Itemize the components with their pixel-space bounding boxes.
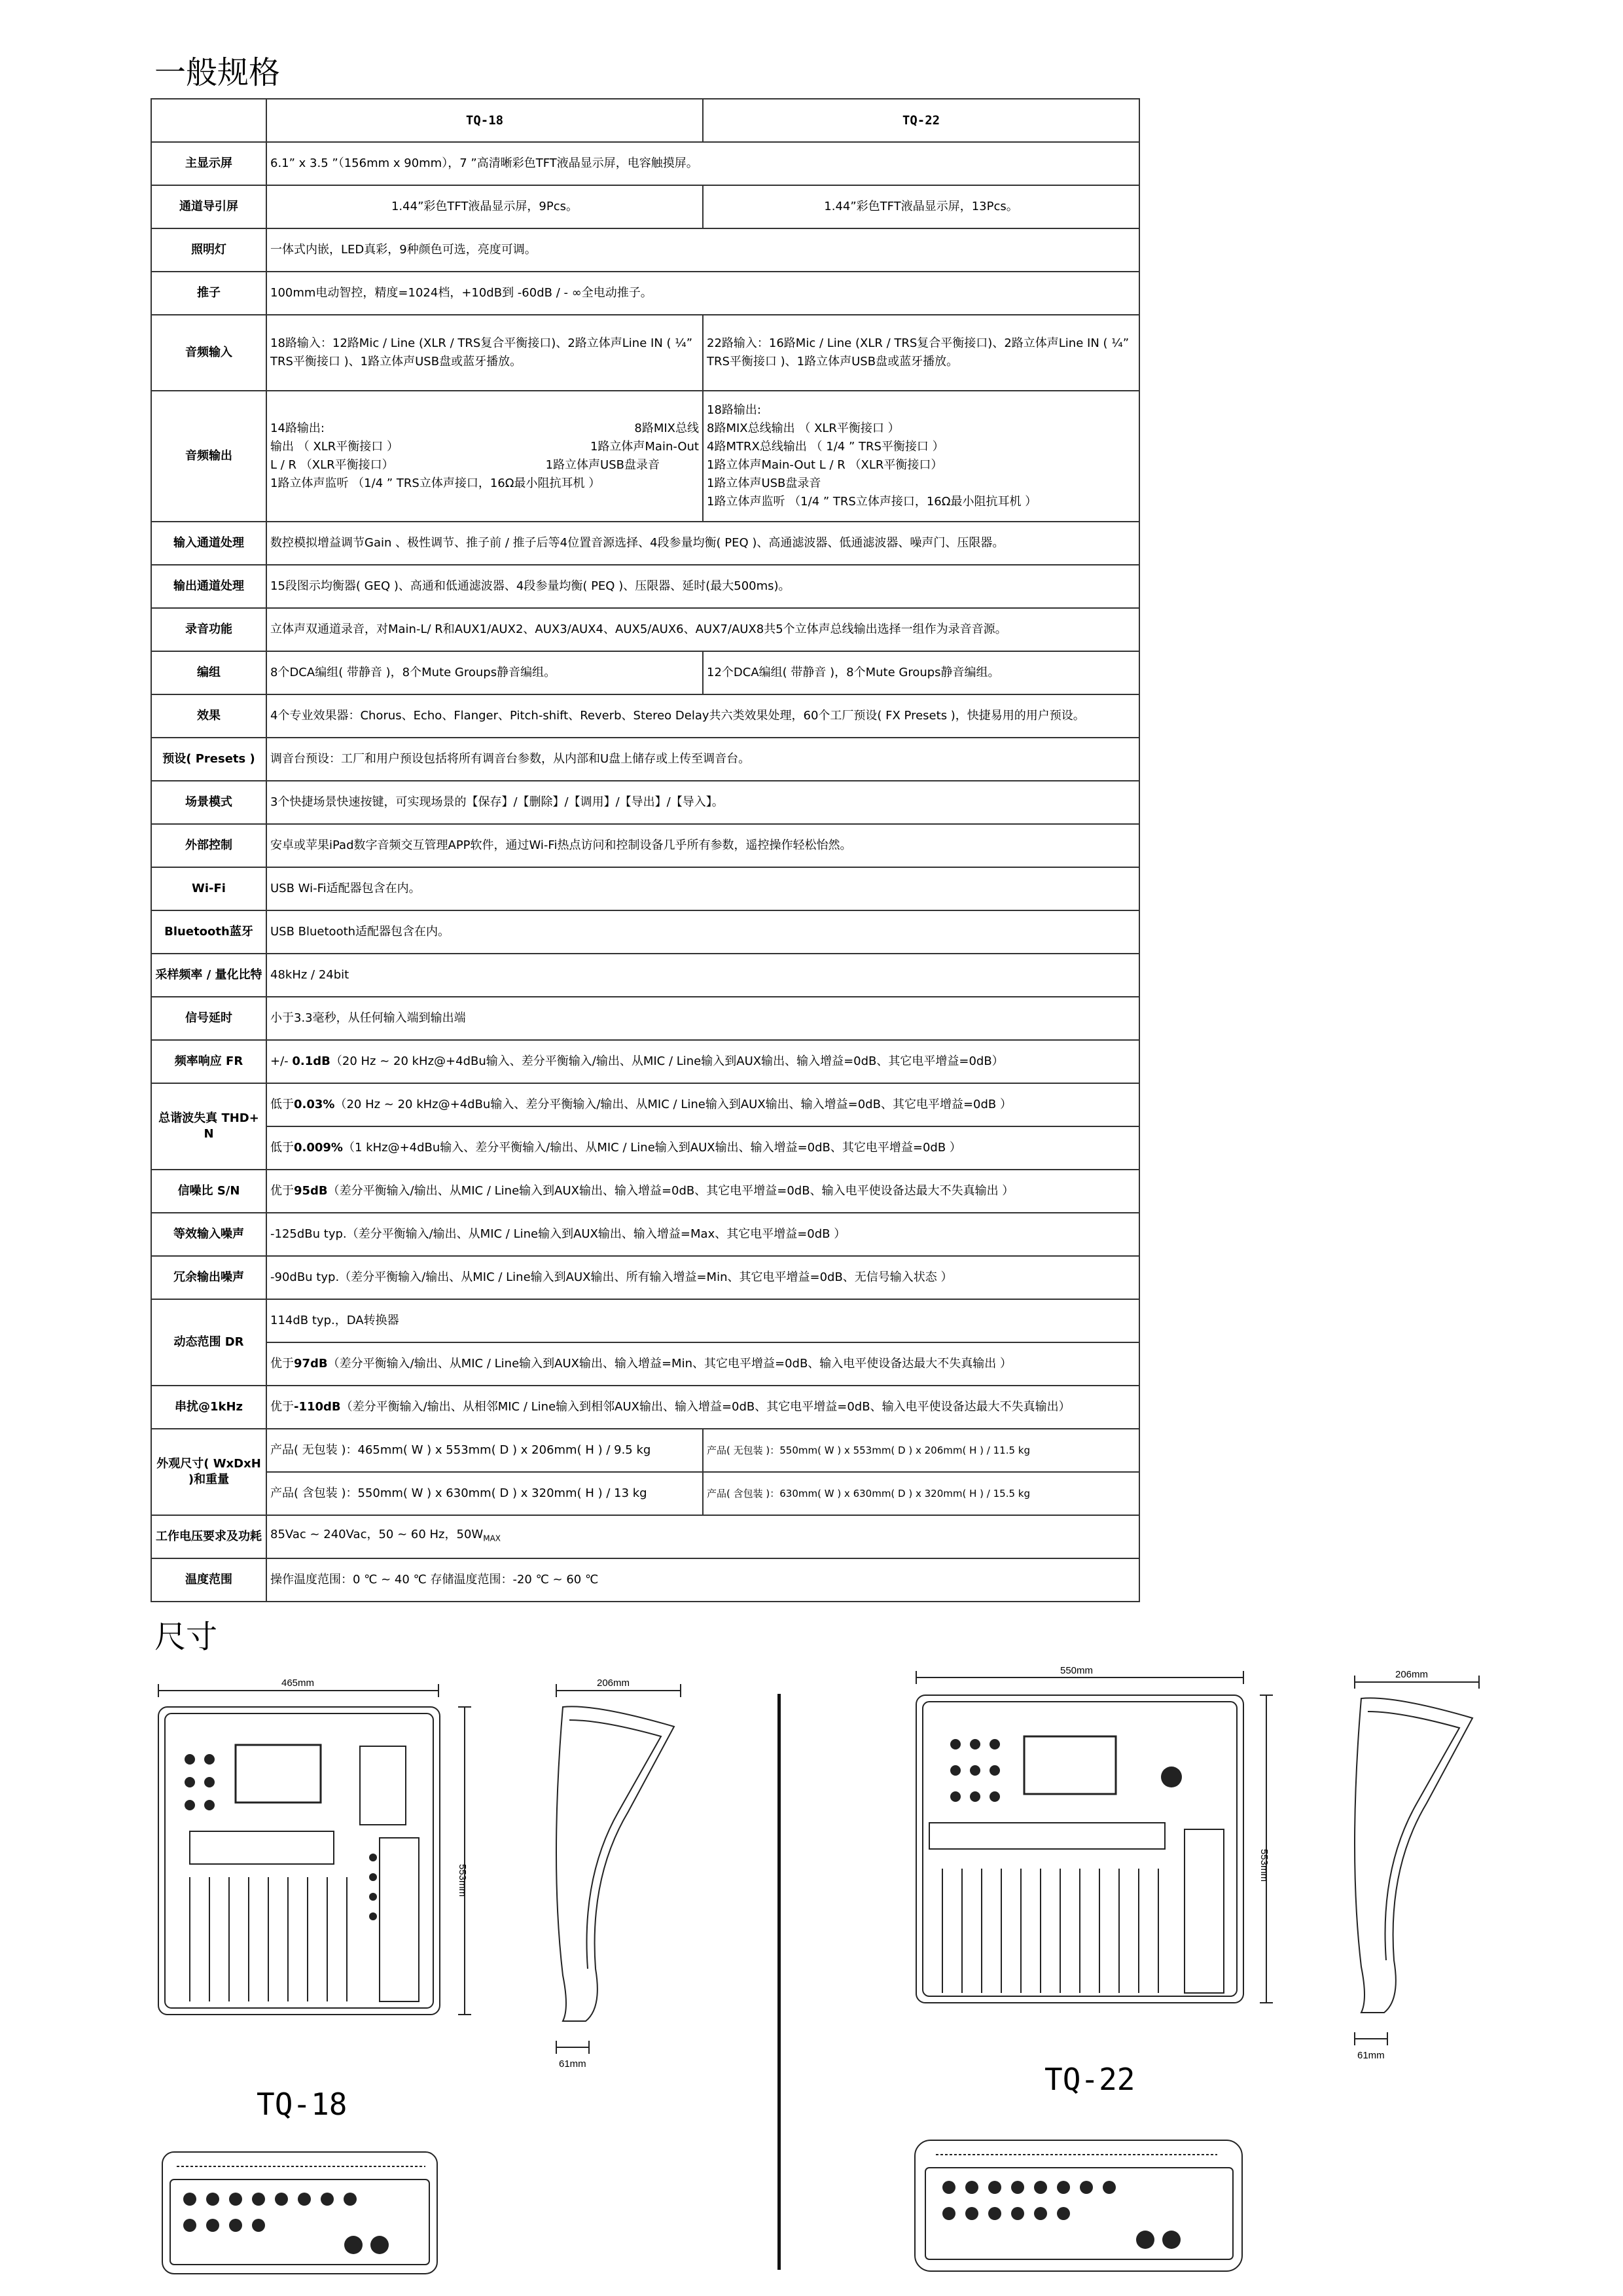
row-label: 场景模式: [151, 781, 266, 824]
table-row: [151, 781, 1139, 824]
value-text: （差分平衡输入/输出、从相邻MIC / Line输入到相邻AUX输出、输入增益=0dB、其它电平增益=0dB、输入电平使设备达最大不失真输出）: [340, 1400, 1071, 1414]
row-value-tq22: [703, 391, 1139, 522]
row-label: 音频输出: [151, 391, 266, 522]
out-line: [270, 456, 699, 475]
spec-section-title: 一般规格: [154, 54, 281, 91]
table-row: [151, 867, 1139, 910]
row-value: 数控模拟增益调节Gain 、极性调节、推子前 / 推子后等4位置音源选择、4段参量均衡( PEQ )、高通滤波器、低通滤波器、噪声门、压限器。: [266, 522, 1139, 565]
value-text: 优于: [270, 1400, 294, 1414]
value-text: 低于: [270, 1098, 294, 1111]
table-row: [151, 1083, 1139, 1126]
tq18-side-drawing: [550, 1668, 694, 2073]
row-value: 48kHz / 24bit: [266, 954, 1139, 997]
value-text: （差分平衡输入/输出、从MIC / Line输入到AUX输出、输入增益=Min、其它电平增益=0dB、输入电平使设备达最大不失真输出 ）: [327, 1357, 1012, 1371]
table-row: [151, 997, 1139, 1040]
value-bold: 97dB: [294, 1357, 328, 1371]
table-row: [151, 565, 1139, 608]
row-value: 3个快捷场景快速按键，可实现场景的【保存】/【删除】/【调用】/【导出】/【导入】。: [266, 781, 1139, 824]
out-text: 1路立体声Main-Out: [590, 440, 699, 454]
row-label: 采样频率 / 量化比特: [151, 954, 266, 997]
value-text: 优于: [270, 1184, 294, 1198]
row-value: -125dBu typ.（差分平衡输入/输出、从MIC / Line输入到AUX输出、输入增益=Max、其它电平增益=0dB ）: [266, 1213, 1139, 1256]
tq22-rear-drawing: [910, 2135, 1250, 2279]
row-label: 输入通道处理: [151, 522, 266, 565]
value-bold: 0.03%: [294, 1098, 335, 1111]
row-value: [266, 1386, 1139, 1429]
out-text: 8路MIX总线: [634, 422, 699, 435]
row-value: 一体式内嵌，LED真彩，9种颜色可选，亮度可调。: [266, 228, 1139, 272]
row-label: 主显示屏: [151, 142, 266, 185]
row-label: 等效输入噪声: [151, 1213, 266, 1256]
tq22-foot-label: 61mm: [1357, 2050, 1385, 2061]
table-row: [151, 738, 1139, 781]
out-text: 输出 （ XLR平衡接口 ）: [270, 440, 399, 454]
row-value: 4个专业效果器：Chorus、Echo、Flanger、Pitch-shift、Reverb、Stereo Delay共六类效果处理，60个工厂预设( FX Presets )，快捷易用的用户预设。: [266, 694, 1139, 738]
value-text: （差分平衡输入/输出、从MIC / Line输入到AUX输出、输入增益=0dB、其它电平增益=0dB、输入电平使设备达最大不失真输出 ）: [327, 1184, 1014, 1198]
out-line: 1路立体声监听 （1/4 ” TRS立体声接口，16Ω最小阻抗耳机 ）: [270, 476, 601, 490]
tq18-top-drawing: [151, 1668, 478, 2047]
table-row: [151, 954, 1139, 997]
tq22-caption: TQ-22: [1044, 2062, 1135, 2097]
row-value: 100mm电动智控，精度=1024档，+10dB到 -60dB / - ∞全电动推子。: [266, 272, 1139, 315]
tq18-width-label: 465mm: [281, 1677, 315, 1689]
row-value: 操作温度范围：0 ℃ ~ 40 ℃ 存储温度范围：-20 ℃ ~ 60 ℃: [266, 1558, 1139, 1602]
out-text: 14路输出:: [270, 422, 325, 435]
row-label: 频率响应 FR: [151, 1040, 266, 1083]
row-label: 信噪比 S/N: [151, 1170, 266, 1213]
tq18-rear-drawing: [157, 2147, 445, 2278]
row-value: [266, 1515, 1139, 1558]
row-value: 114dB typ.，DA转换器: [266, 1299, 1139, 1342]
value-text: （1 kHz@+4dBu输入、差分平衡输入/输出、从MIC / Line输入到AUX输出、输入增益=0dB、其它电平增益=0dB ）: [342, 1141, 961, 1155]
divider-line: [777, 1694, 781, 2270]
row-value: USB Bluetooth适配器包含在内。: [266, 910, 1139, 954]
table-row: [151, 1558, 1139, 1602]
row-value: -90dBu typ.（差分平衡输入/输出、从MIC / Line输入到AUX输出、所有输入增益=Min、其它电平增益=0dB、无信号输入状态 ）: [266, 1256, 1139, 1299]
row-value: [266, 1040, 1139, 1083]
table-row: [151, 185, 1139, 228]
tq22-side-drawing: [1348, 1659, 1492, 2065]
row-label: 串扰@1kHz: [151, 1386, 266, 1429]
tq22-depth-label: 553mm: [1258, 1849, 1270, 1882]
row-value-tq22: 产品( 无包装 )：550mm( W ) x 553mm( D ) x 206mm( H ) / 11.5 kg: [703, 1429, 1139, 1472]
row-value: 安卓或苹果iPad数字音频交互管理APP软件，通过Wi-Fi热点访问和控制设备几乎所有参数，遥控操作轻松怡然。: [266, 824, 1139, 867]
out-text: L / R （XLR平衡接口）: [270, 458, 394, 472]
dimension-section-title: 尺寸: [154, 1619, 218, 1655]
table-row: [151, 1429, 1139, 1472]
out-line: 1路立体声USB盘录音: [707, 476, 821, 490]
table-row: [151, 1040, 1139, 1083]
row-value: [266, 1083, 1139, 1126]
row-value-tq22: 1.44”彩色TFT液晶显示屏，13Pcs。: [703, 185, 1139, 228]
table-header-row: [151, 99, 1139, 142]
value-subscript: MAX: [483, 1534, 501, 1543]
value-text: 85Vac ~ 240Vac，50 ~ 60 Hz，50W: [270, 1528, 484, 1542]
row-label: 通道导引屏: [151, 185, 266, 228]
header-blank: [151, 99, 266, 142]
tq18-depth-label: 553mm: [457, 1864, 468, 1897]
header-tq22: TQ-22: [703, 99, 1139, 142]
table-row: [151, 1256, 1139, 1299]
table-row: [151, 522, 1139, 565]
value-text: +/-: [270, 1054, 293, 1068]
out-line: [270, 420, 699, 438]
row-value: [266, 1342, 1139, 1386]
row-value: USB Wi-Fi适配器包含在内。: [266, 867, 1139, 910]
row-label: 外观尺寸( WxDxH )和重量: [151, 1429, 266, 1515]
out-line: 18路输出:: [707, 403, 761, 417]
row-label: 录音功能: [151, 608, 266, 651]
value-bold: 95dB: [294, 1184, 328, 1198]
row-value-tq18: [266, 391, 703, 522]
table-row: [151, 142, 1139, 185]
row-value-tq22: 产品( 含包装 )：630mm( W ) x 630mm( D ) x 320mm( H ) / 15.5 kg: [703, 1472, 1139, 1515]
value-bold: -110dB: [294, 1400, 341, 1414]
row-label: 信号延时: [151, 997, 266, 1040]
tq22-top-drawing: [903, 1659, 1276, 2026]
out-line: 1路立体声监听 （1/4 ” TRS立体声接口，16Ω最小阻抗耳机 ）: [707, 495, 1037, 509]
value-text: 低于: [270, 1141, 294, 1155]
table-row: [151, 1472, 1139, 1515]
row-value: [266, 1126, 1139, 1170]
row-label: Bluetooth蓝牙: [151, 910, 266, 954]
table-row: [151, 1342, 1139, 1386]
row-value: 6.1” x 3.5 ”（156mm x 90mm），7 ”高清晰彩色TFT液晶显示屏，电容触摸屏。: [266, 142, 1139, 185]
table-row: [151, 315, 1139, 391]
row-label: 总谐波失真 THD+N: [151, 1083, 266, 1170]
row-value: 小于3.3毫秒，从任何输入端到输出端: [266, 997, 1139, 1040]
table-row: [151, 1386, 1139, 1429]
row-value: 调音台预设：工厂和用户预设包括将所有调音台参数，从内部和U盘上储存或上传至调音台。: [266, 738, 1139, 781]
value-text: （20 Hz ~ 20 kHz@+4dBu输入、差分平衡输入/输出、从MIC / Line输入到AUX输出、输入增益=0dB、其它电平增益=0dB ）: [334, 1098, 1012, 1111]
table-row: [151, 910, 1139, 954]
value-text: （20 Hz ~ 20 kHz@+4dBu输入、差分平衡输入/输出、从MIC / Line输入到AUX输出、输入增益=0dB、其它电平增益=0dB）: [330, 1054, 1004, 1068]
row-label: Wi-Fi: [151, 867, 266, 910]
table-row: [151, 1170, 1139, 1213]
out-line: 1路立体声Main-Out L / R （XLR平衡接口）: [707, 458, 943, 472]
row-label: 工作电压要求及功耗: [151, 1515, 266, 1558]
tq18-height-label: 206mm: [597, 1677, 630, 1689]
row-value-tq18: 产品( 含包装 )：550mm( W ) x 630mm( D ) x 320mm( H ) / 13 kg: [266, 1472, 703, 1515]
row-label: 编组: [151, 651, 266, 694]
row-value-tq18: 1.44”彩色TFT液晶显示屏，9Pcs。: [266, 185, 703, 228]
row-label: 冗余输出噪声: [151, 1256, 266, 1299]
tq22-width-label: 550mm: [1060, 1665, 1094, 1676]
row-label: 外部控制: [151, 824, 266, 867]
table-row: [151, 608, 1139, 651]
table-row: [151, 272, 1139, 315]
table-row: [151, 651, 1139, 694]
out-line: 4路MTRX总线输出 （ 1/4 ” TRS平衡接口 ）: [707, 440, 944, 454]
table-row: [151, 694, 1139, 738]
spec-table: [151, 98, 1140, 1602]
row-value-tq18: 产品( 无包装 )：465mm( W ) x 553mm( D ) x 206mm( H ) / 9.5 kg: [266, 1429, 703, 1472]
header-tq18: TQ-18: [266, 99, 703, 142]
table-row: [151, 391, 1139, 522]
row-label: 照明灯: [151, 228, 266, 272]
row-value: 15段图示均衡器( GEQ )、高通和低通滤波器、4段参量均衡( PEQ )、压限器、延时(最大500ms)。: [266, 565, 1139, 608]
row-label: 效果: [151, 694, 266, 738]
row-label: 音频输入: [151, 315, 266, 391]
value-bold: 0.1dB: [292, 1054, 330, 1068]
row-value: 立体声双通道录音，对Main-L/ R和AUX1/AUX2、AUX3/AUX4、AUX5/AUX6、AUX7/AUX8共5个立体声总线输出选择一组作为录音音源。: [266, 608, 1139, 651]
row-value-tq22: 22路输入：16路Mic / Line (XLR / TRS复合平衡接口)、2路立体声Line IN ( ¼” TRS平衡接口 )、1路立体声USB盘或蓝牙播放。: [703, 315, 1139, 391]
table-row: [151, 1213, 1139, 1256]
row-value-tq22: 12个DCA编组( 带静音 )，8个Mute Groups静音编组。: [703, 651, 1139, 694]
out-line: [270, 438, 699, 456]
row-label: 预设( Presets ): [151, 738, 266, 781]
tq18-caption: TQ-18: [257, 2087, 348, 2122]
row-value-tq18: 18路输入：12路Mic / Line (XLR / TRS复合平衡接口)、2路立体声Line IN ( ¼” TRS平衡接口 )、1路立体声USB盘或蓝牙播放。: [266, 315, 703, 391]
value-bold: 0.009%: [294, 1141, 343, 1155]
table-row: [151, 228, 1139, 272]
tq22-height-label: 206mm: [1395, 1669, 1429, 1680]
table-row: [151, 1126, 1139, 1170]
tq18-foot-label: 61mm: [559, 2058, 586, 2070]
out-text: 1路立体声USB盘录音: [545, 458, 660, 472]
row-label: 输出通道处理: [151, 565, 266, 608]
row-value: [266, 1170, 1139, 1213]
out-line: 8路MIX总线输出 （ XLR平衡接口 ）: [707, 422, 900, 435]
row-label: 温度范围: [151, 1558, 266, 1602]
row-label: 推子: [151, 272, 266, 315]
table-row: [151, 824, 1139, 867]
table-row: [151, 1515, 1139, 1558]
value-text: 优于: [270, 1357, 294, 1371]
table-row: [151, 1299, 1139, 1342]
row-value-tq18: 8个DCA编组( 带静音 )，8个Mute Groups静音编组。: [266, 651, 703, 694]
row-label: 动态范围 DR: [151, 1299, 266, 1386]
